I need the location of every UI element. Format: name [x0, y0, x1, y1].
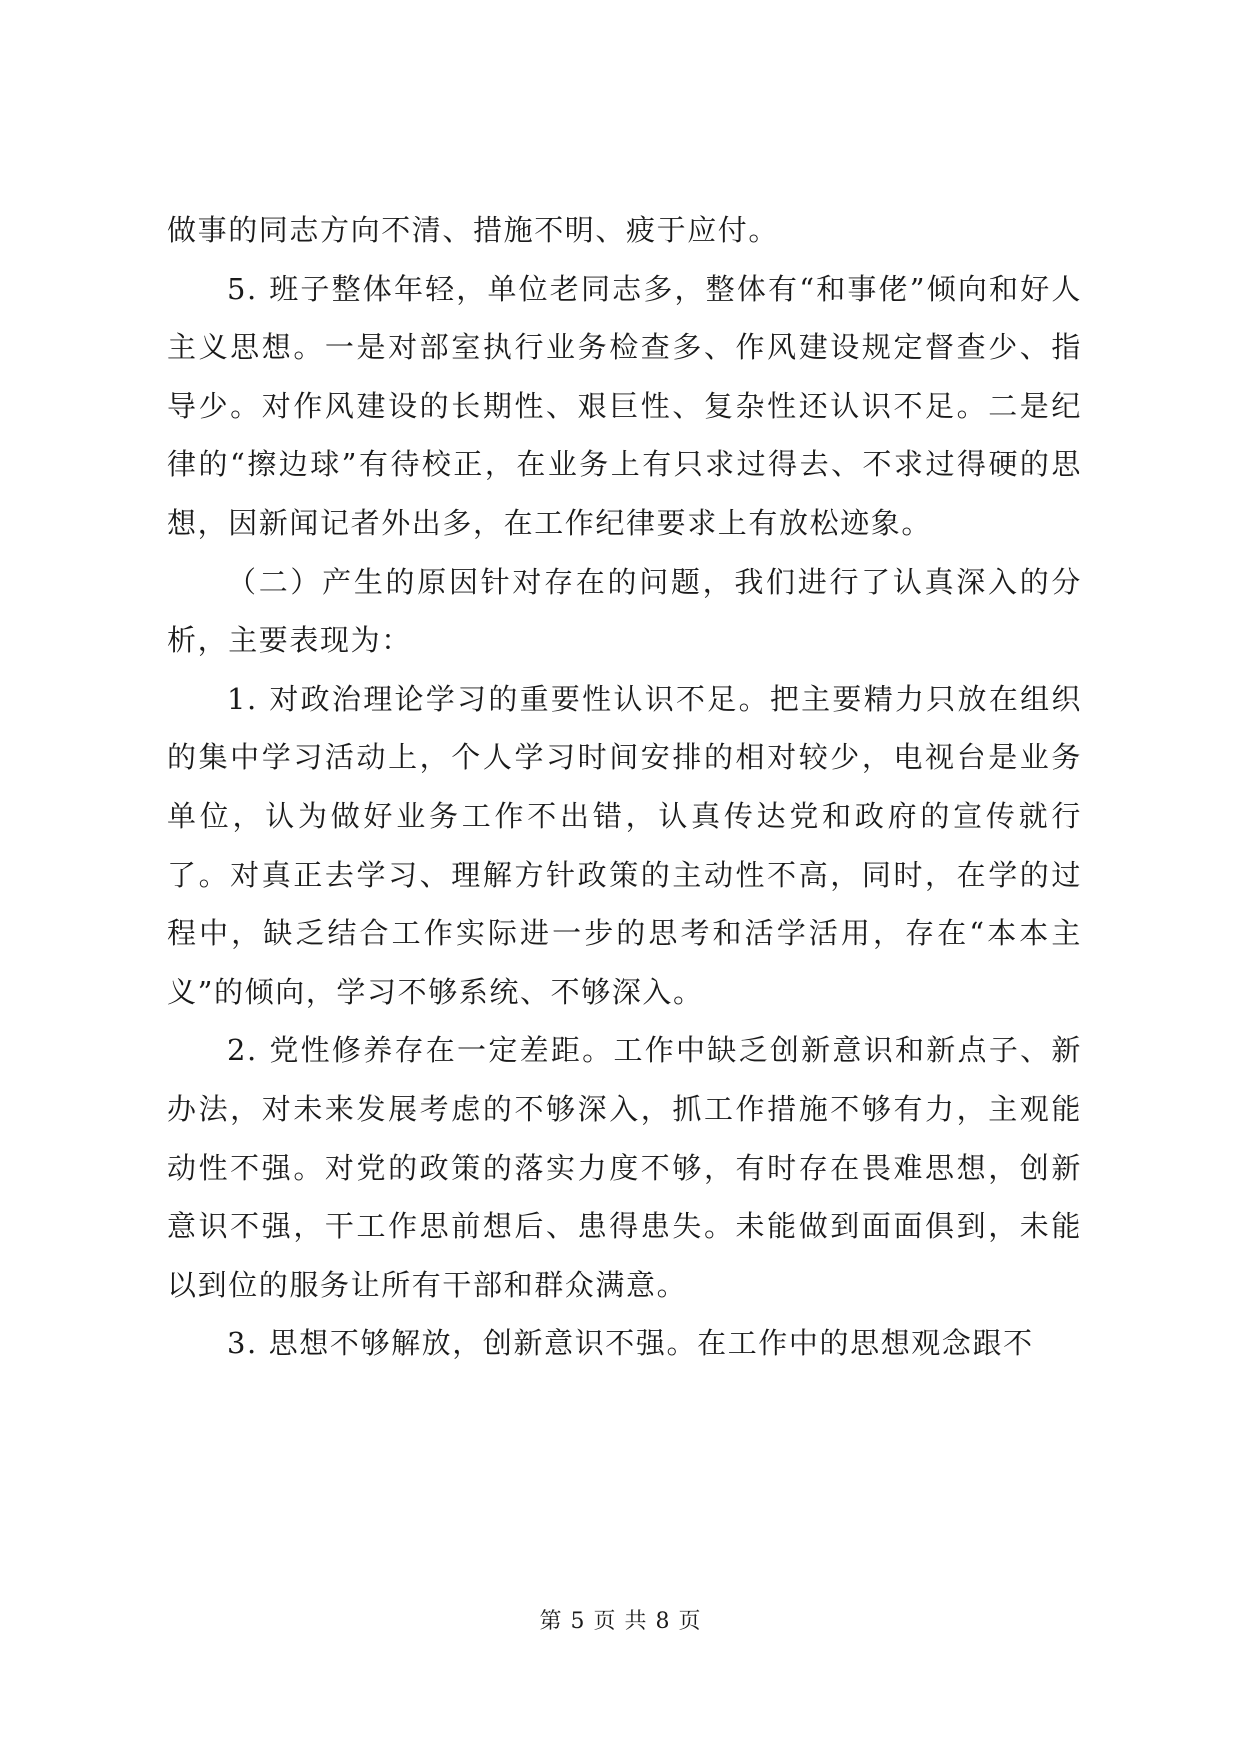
page-number-footer: 第 5 页 共 8 页 — [539, 1609, 702, 1634]
paragraph-item-5: 5. 班子整体年轻，单位老同志多，整体有“和事佬”倾向和好人主义思想。一是对部室执行业务检查多、作风建设规定督查少、指导少。对作风建设的长期性、艰巨性、复杂性还认识不足。二是纪律的“擦边球”有待校正，在业务上有只求过得去、不求过得硬的思想，因新闻记者外出多，在工作纪律要求上有放松迹象。 — [167, 271, 1082, 540]
paragraph-cause-2: 2. 党性修养存在一定差距。工作中缺乏创新意识和新点子、新办法，对未来发展考虑的不够深入，抓工作措施不够有力，主观能动性不强。对党的政策的落实力度不够，有时存在畏难思想，创新意识不强，干工作思前想后、患得患失。未能做到面面俱到，未能以到位的服务让所有干部和群众满意。 — [167, 1033, 1082, 1302]
paragraph-continuation: 做事的同志方向不清、措施不明、疲于应付。 — [167, 213, 780, 247]
paragraph-section-causes: （二）产生的原因针对存在的问题，我们进行了认真深入的分析，主要表现为： — [167, 564, 1082, 658]
paragraph-cause-1: 1. 对政治理论学习的重要性认识不足。把主要精力只放在组织的集中学习活动上，个人学习时间安排的相对较少，电视台是业务单位，认为做好业务工作不出错，认真传达党和政府的宣传就行了。对真正去学习、理解方针政策的主动性不高，同时，在学的过程中，缺乏结合工作实际进一步的思考和活学活用，存在“本本主义”的倾向，学习不够系统、不够深入。 — [167, 681, 1082, 1009]
document-body — [167, 201, 1082, 1373]
paragraph-cause-3: 3. 思想不够解放，创新意识不强。在工作中的思想观念跟不 — [227, 1326, 1034, 1361]
